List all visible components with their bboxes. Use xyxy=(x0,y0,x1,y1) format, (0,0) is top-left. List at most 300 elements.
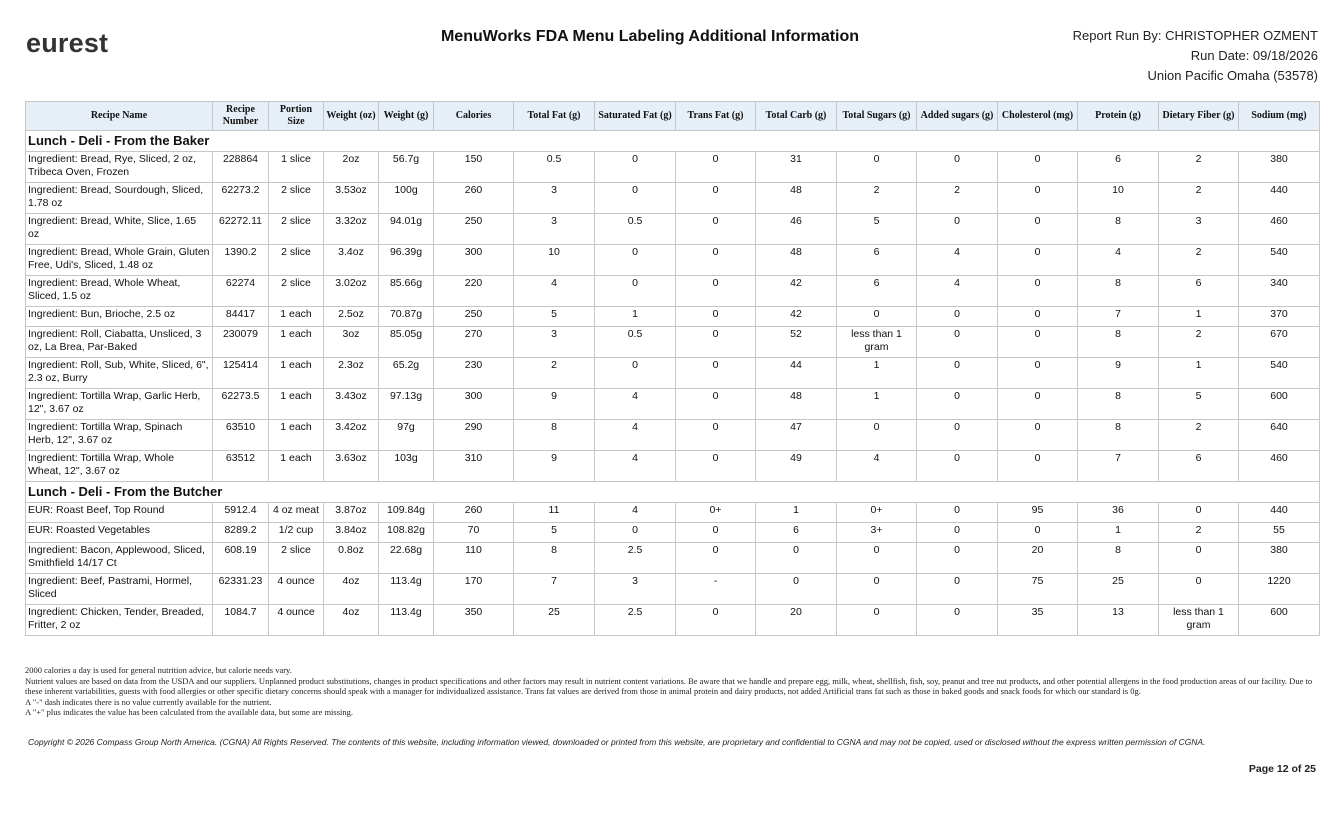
value-cell: 0 xyxy=(917,420,998,451)
value-cell: 0 xyxy=(917,358,998,389)
value-cell: 3 xyxy=(514,327,595,358)
note-nutrient-values: Nutrient values are based on data from the USDA and our suppliers. Unplanned product substitutions, changes in product specifications and other factors may result in nutrient content variations. Be aware that we handle and prepare egg, milk, wheat, shellfish, fish, soy, peanut and tree nut products, and other potential allergens in the food production areas of our facility. Due to these inherent variabilities, guests with food allergies or other specific dietary concerns should speak with a manager for individualized assistance. Trans fat values are derived from those in animal protein and dairy products, not added Artificial trans fat such as those in baked goods and snack foods for which our standard is 0g. xyxy=(25,675,1313,696)
recipe-name-cell: EUR: Roast Beef, Top Round xyxy=(26,503,213,523)
value-cell: 0 xyxy=(676,152,756,183)
value-cell: 10 xyxy=(514,245,595,276)
value-cell: 5 xyxy=(837,214,917,245)
value-cell: 460 xyxy=(1239,451,1320,482)
value-cell: 3 xyxy=(514,183,595,214)
value-cell: 0 xyxy=(998,327,1078,358)
section-title: Lunch - Deli - From the Butcher xyxy=(26,482,1320,503)
value-cell: 0 xyxy=(837,574,917,605)
value-cell: 2 xyxy=(1159,152,1239,183)
value-cell: 0 xyxy=(595,245,676,276)
value-cell: 0 xyxy=(1159,543,1239,574)
value-cell: 300 xyxy=(434,245,514,276)
recipe-name-cell: Ingredient: Beef, Pastrami, Hormel, Sliced xyxy=(26,574,213,605)
column-header: Trans Fat (g) xyxy=(676,102,756,131)
value-cell: 0 xyxy=(756,574,837,605)
table-row xyxy=(26,327,1320,358)
value-cell: - xyxy=(676,574,756,605)
recipe-name-cell: Ingredient: Bread, Rye, Sliced, 2 oz, Tribeca Oven, Frozen xyxy=(26,152,213,183)
value-cell: 35 xyxy=(998,605,1078,636)
value-cell: 4 xyxy=(595,451,676,482)
report-meta xyxy=(1073,26,1318,86)
value-cell: 8 xyxy=(1078,543,1159,574)
value-cell: 4 xyxy=(917,245,998,276)
value-cell: 250 xyxy=(434,307,514,327)
value-cell: 3oz xyxy=(324,327,379,358)
value-cell: 2 xyxy=(837,183,917,214)
value-cell: 0 xyxy=(998,276,1078,307)
value-cell: 640 xyxy=(1239,420,1320,451)
value-cell: 2 xyxy=(1159,523,1239,543)
column-header: Total Fat (g) xyxy=(514,102,595,131)
value-cell: 230 xyxy=(434,358,514,389)
value-cell: 6 xyxy=(837,245,917,276)
value-cell: 0 xyxy=(998,183,1078,214)
value-cell: 62274 xyxy=(213,276,269,307)
value-cell: 3.87oz xyxy=(324,503,379,523)
value-cell: 8 xyxy=(514,543,595,574)
value-cell: 55 xyxy=(1239,523,1320,543)
value-cell: 9 xyxy=(514,451,595,482)
value-cell: 250 xyxy=(434,214,514,245)
recipe-name-cell: Ingredient: Bread, Whole Grain, Gluten Free, Udi's, Sliced, 1.48 oz xyxy=(26,245,213,276)
value-cell: 20 xyxy=(998,543,1078,574)
column-header: Total Sugars (g) xyxy=(837,102,917,131)
value-cell: 440 xyxy=(1239,503,1320,523)
value-cell: 0 xyxy=(676,214,756,245)
value-cell: 0 xyxy=(998,307,1078,327)
value-cell: 0 xyxy=(676,327,756,358)
value-cell: 44 xyxy=(756,358,837,389)
value-cell: 42 xyxy=(756,307,837,327)
value-cell: 48 xyxy=(756,245,837,276)
recipe-name-cell: Ingredient: Tortilla Wrap, Whole Wheat, 12", 3.67 oz xyxy=(26,451,213,482)
value-cell: 600 xyxy=(1239,389,1320,420)
value-cell: 3.4oz xyxy=(324,245,379,276)
table-header-row xyxy=(26,102,1320,131)
value-cell: 540 xyxy=(1239,358,1320,389)
value-cell: 4 xyxy=(917,276,998,307)
value-cell: 0 xyxy=(676,543,756,574)
value-cell: 0 xyxy=(837,420,917,451)
value-cell: 97g xyxy=(379,420,434,451)
value-cell: 96.39g xyxy=(379,245,434,276)
value-cell: 2 slice xyxy=(269,276,324,307)
value-cell: 0 xyxy=(676,276,756,307)
value-cell: 150 xyxy=(434,152,514,183)
value-cell: 25 xyxy=(1078,574,1159,605)
value-cell: 0 xyxy=(998,451,1078,482)
value-cell: 1 each xyxy=(269,327,324,358)
column-header: Calories xyxy=(434,102,514,131)
value-cell: 8 xyxy=(1078,276,1159,307)
table-row xyxy=(26,420,1320,451)
value-cell: 5 xyxy=(514,523,595,543)
value-cell: 0 xyxy=(917,327,998,358)
value-cell: 440 xyxy=(1239,183,1320,214)
value-cell: 1/2 cup xyxy=(269,523,324,543)
value-cell: 6 xyxy=(837,276,917,307)
value-cell: 0 xyxy=(676,358,756,389)
value-cell: 0 xyxy=(1159,574,1239,605)
note-plus: A "+" plus indicates the value has been calculated from the available data, but some are missing. xyxy=(25,707,354,717)
value-cell: 0 xyxy=(998,358,1078,389)
value-cell: 0 xyxy=(595,358,676,389)
column-header: Saturated Fat (g) xyxy=(595,102,676,131)
value-cell: 62273.2 xyxy=(213,183,269,214)
value-cell: 7 xyxy=(1078,451,1159,482)
value-cell: 62331.23 xyxy=(213,574,269,605)
copyright: Copyright © 2026 Compass Group North America. (CGNA) All Rights Reserved. The contents of this website, including information viewed, downloaded or printed from this website, are proprietary and confidential to CGNA and may not be copied, used or disclosed without the express written permission of CGNA. xyxy=(28,737,1206,747)
value-cell: 95 xyxy=(998,503,1078,523)
table-row xyxy=(26,389,1320,420)
value-cell: 8 xyxy=(514,420,595,451)
value-cell: 0 xyxy=(676,420,756,451)
column-header: Weight (g) xyxy=(379,102,434,131)
recipe-name-cell: Ingredient: Roll, Sub, White, Sliced, 6", 2.3 oz, Burry xyxy=(26,358,213,389)
value-cell: 5 xyxy=(1159,389,1239,420)
value-cell: 0 xyxy=(917,543,998,574)
value-cell: 8 xyxy=(1078,327,1159,358)
value-cell: 0 xyxy=(756,543,837,574)
value-cell: 9 xyxy=(514,389,595,420)
table-row xyxy=(26,605,1320,636)
value-cell: 11 xyxy=(514,503,595,523)
value-cell: 0 xyxy=(998,420,1078,451)
value-cell: 108.82g xyxy=(379,523,434,543)
value-cell: 0 xyxy=(917,389,998,420)
recipe-name-cell: Ingredient: Bread, Whole Wheat, Sliced, 1.5 oz xyxy=(26,276,213,307)
recipe-name-cell: Ingredient: Bread, Sourdough, Sliced, 1.78 oz xyxy=(26,183,213,214)
value-cell: 4 xyxy=(837,451,917,482)
table-row xyxy=(26,523,1320,543)
page-number: Page 12 of 25 xyxy=(1248,763,1316,775)
value-cell: 0 xyxy=(1159,503,1239,523)
value-cell: 97.13g xyxy=(379,389,434,420)
value-cell: 8289.2 xyxy=(213,523,269,543)
recipe-name-cell: Ingredient: Bun, Brioche, 2.5 oz xyxy=(26,307,213,327)
value-cell: 9 xyxy=(1078,358,1159,389)
column-header: Cholesterol (mg) xyxy=(998,102,1078,131)
value-cell: 3 xyxy=(1159,214,1239,245)
value-cell: 0 xyxy=(676,605,756,636)
report-run-by: Report Run By: CHRISTOPHER OZMENT xyxy=(1072,28,1318,43)
value-cell: 0 xyxy=(676,245,756,276)
value-cell: 600 xyxy=(1239,605,1320,636)
value-cell: 3.43oz xyxy=(324,389,379,420)
value-cell: 310 xyxy=(434,451,514,482)
value-cell: 540 xyxy=(1239,245,1320,276)
value-cell: 62272.11 xyxy=(213,214,269,245)
value-cell: 113.4g xyxy=(379,574,434,605)
value-cell: 0 xyxy=(998,152,1078,183)
table-row xyxy=(26,214,1320,245)
value-cell: 20 xyxy=(756,605,837,636)
value-cell: 52 xyxy=(756,327,837,358)
value-cell: 2.5oz xyxy=(324,307,379,327)
value-cell: 300 xyxy=(434,389,514,420)
value-cell: 46 xyxy=(756,214,837,245)
value-cell: 1 xyxy=(837,358,917,389)
section-title: Lunch - Deli - From the Baker xyxy=(26,131,1320,152)
value-cell: 2 slice xyxy=(269,214,324,245)
value-cell: 4 ounce xyxy=(269,605,324,636)
value-cell: 113.4g xyxy=(379,605,434,636)
recipe-name-cell: EUR: Roasted Vegetables xyxy=(26,523,213,543)
value-cell: 0 xyxy=(998,389,1078,420)
value-cell: 70 xyxy=(434,523,514,543)
value-cell: 0 xyxy=(917,307,998,327)
value-cell: 290 xyxy=(434,420,514,451)
value-cell: 1084.7 xyxy=(213,605,269,636)
value-cell: 65.2g xyxy=(379,358,434,389)
value-cell: 3.42oz xyxy=(324,420,379,451)
value-cell: 1 xyxy=(1159,358,1239,389)
value-cell: 3 xyxy=(595,574,676,605)
table-row xyxy=(26,307,1320,327)
table-row xyxy=(26,276,1320,307)
value-cell: 0 xyxy=(917,451,998,482)
table-row xyxy=(26,451,1320,482)
section-row xyxy=(26,131,1320,152)
location: Union Pacific Omaha (53578) xyxy=(1147,68,1318,83)
value-cell: 1 each xyxy=(269,451,324,482)
value-cell: 0.5 xyxy=(595,327,676,358)
value-cell: 109.84g xyxy=(379,503,434,523)
value-cell: 0 xyxy=(998,214,1078,245)
value-cell: 1 each xyxy=(269,420,324,451)
value-cell: 125414 xyxy=(213,358,269,389)
value-cell: 4 ounce xyxy=(269,574,324,605)
value-cell: 1 each xyxy=(269,307,324,327)
value-cell: 5 xyxy=(514,307,595,327)
eurest-logo: eurest xyxy=(26,28,109,58)
value-cell: 0.8oz xyxy=(324,543,379,574)
value-cell: 3.02oz xyxy=(324,276,379,307)
value-cell: 4 xyxy=(1078,245,1159,276)
table-row xyxy=(26,245,1320,276)
value-cell: 5912.4 xyxy=(213,503,269,523)
recipe-name-cell: Ingredient: Bacon, Applewood, Sliced, Smithfield 14/17 Ct xyxy=(26,543,213,574)
value-cell: 2 xyxy=(1159,420,1239,451)
value-cell: 0 xyxy=(595,152,676,183)
value-cell: 670 xyxy=(1239,327,1320,358)
value-cell: 0 xyxy=(595,183,676,214)
value-cell: 3.32oz xyxy=(324,214,379,245)
value-cell: 0 xyxy=(595,276,676,307)
value-cell: 4 xyxy=(514,276,595,307)
table-row xyxy=(26,503,1320,523)
value-cell: 3.63oz xyxy=(324,451,379,482)
value-cell: 1 each xyxy=(269,389,324,420)
value-cell: 0 xyxy=(917,574,998,605)
recipe-name-cell: Ingredient: Tortilla Wrap, Spinach Herb, 12", 3.67 oz xyxy=(26,420,213,451)
value-cell: 3+ xyxy=(837,523,917,543)
value-cell: 84417 xyxy=(213,307,269,327)
value-cell: 94.01g xyxy=(379,214,434,245)
footnotes xyxy=(25,665,1315,718)
value-cell: 6 xyxy=(1159,276,1239,307)
value-cell: 1 slice xyxy=(269,152,324,183)
value-cell: 228864 xyxy=(213,152,269,183)
column-header: Added sugars (g) xyxy=(917,102,998,131)
value-cell: 0 xyxy=(837,152,917,183)
value-cell: 0 xyxy=(837,543,917,574)
value-cell: 0 xyxy=(917,152,998,183)
value-cell: 2.5 xyxy=(595,543,676,574)
column-header: Portion Size xyxy=(269,102,324,131)
value-cell: 0 xyxy=(676,183,756,214)
note-calories: 2000 calories a day is used for general nutrition advice, but calorie needs vary. xyxy=(25,665,292,675)
value-cell: 0 xyxy=(837,605,917,636)
value-cell: 63510 xyxy=(213,420,269,451)
report-title: MenuWorks FDA Menu Labeling Additional Information xyxy=(440,28,860,45)
value-cell: less than 1 gram xyxy=(837,327,917,358)
value-cell: 4 oz meat xyxy=(269,503,324,523)
value-cell: 4 xyxy=(595,503,676,523)
value-cell: 0 xyxy=(917,503,998,523)
value-cell: 103g xyxy=(379,451,434,482)
value-cell: 110 xyxy=(434,543,514,574)
value-cell: 460 xyxy=(1239,214,1320,245)
value-cell: 8 xyxy=(1078,389,1159,420)
value-cell: 7 xyxy=(1078,307,1159,327)
value-cell: 0 xyxy=(676,389,756,420)
value-cell: 4 xyxy=(595,420,676,451)
value-cell: 350 xyxy=(434,605,514,636)
value-cell: 75 xyxy=(998,574,1078,605)
value-cell: 0 xyxy=(676,451,756,482)
recipe-name-cell: Ingredient: Roll, Ciabatta, Unsliced, 3 oz, La Brea, Par-Baked xyxy=(26,327,213,358)
value-cell: 2 slice xyxy=(269,245,324,276)
value-cell: 48 xyxy=(756,389,837,420)
value-cell: 70.87g xyxy=(379,307,434,327)
recipe-name-cell: Ingredient: Tortilla Wrap, Garlic Herb, 12", 3.67 oz xyxy=(26,389,213,420)
value-cell: 2.5 xyxy=(595,605,676,636)
column-header: Sodium (mg) xyxy=(1239,102,1320,131)
value-cell: 31 xyxy=(756,152,837,183)
value-cell: 1 xyxy=(595,307,676,327)
column-header: Weight (oz) xyxy=(324,102,379,131)
value-cell: 2 xyxy=(1159,245,1239,276)
value-cell: 0 xyxy=(917,214,998,245)
value-cell: 25 xyxy=(514,605,595,636)
value-cell: 0+ xyxy=(676,503,756,523)
value-cell: 4oz xyxy=(324,574,379,605)
value-cell: 2 xyxy=(1159,327,1239,358)
value-cell: 1390.2 xyxy=(213,245,269,276)
column-header: Dietary Fiber (g) xyxy=(1159,102,1239,131)
value-cell: 10 xyxy=(1078,183,1159,214)
value-cell: 370 xyxy=(1239,307,1320,327)
table-row xyxy=(26,574,1320,605)
value-cell: 8 xyxy=(1078,420,1159,451)
value-cell: 2 xyxy=(917,183,998,214)
value-cell: 1 xyxy=(756,503,837,523)
value-cell: 0+ xyxy=(837,503,917,523)
value-cell: 260 xyxy=(434,503,514,523)
value-cell: 1 xyxy=(1159,307,1239,327)
value-cell: 2 xyxy=(514,358,595,389)
value-cell: 0 xyxy=(837,307,917,327)
value-cell: 3.84oz xyxy=(324,523,379,543)
column-header: Recipe Name xyxy=(26,102,213,131)
column-header: Recipe Number xyxy=(213,102,269,131)
value-cell: 4 xyxy=(595,389,676,420)
section-row xyxy=(26,482,1320,503)
column-header: Total Carb (g) xyxy=(756,102,837,131)
value-cell: 380 xyxy=(1239,152,1320,183)
value-cell: 2 slice xyxy=(269,183,324,214)
recipe-name-cell: Ingredient: Chicken, Tender, Breaded, Fritter, 2 oz xyxy=(26,605,213,636)
value-cell: 36 xyxy=(1078,503,1159,523)
value-cell: 85.66g xyxy=(379,276,434,307)
value-cell: 6 xyxy=(756,523,837,543)
value-cell: 63512 xyxy=(213,451,269,482)
value-cell: 340 xyxy=(1239,276,1320,307)
value-cell: less than 1 gram xyxy=(1159,605,1239,636)
value-cell: 7 xyxy=(514,574,595,605)
value-cell: 42 xyxy=(756,276,837,307)
value-cell: 6 xyxy=(1159,451,1239,482)
column-header: Protein (g) xyxy=(1078,102,1159,131)
table-row xyxy=(26,183,1320,214)
value-cell: 3.53oz xyxy=(324,183,379,214)
value-cell: 0 xyxy=(676,307,756,327)
value-cell: 0 xyxy=(998,523,1078,543)
value-cell: 2.3oz xyxy=(324,358,379,389)
value-cell: 47 xyxy=(756,420,837,451)
value-cell: 380 xyxy=(1239,543,1320,574)
value-cell: 270 xyxy=(434,327,514,358)
value-cell: 170 xyxy=(434,574,514,605)
value-cell: 6 xyxy=(1078,152,1159,183)
nutrition-table xyxy=(25,101,1320,636)
run-date: Run Date: 09/18/2026 xyxy=(1190,48,1318,63)
value-cell: 3 xyxy=(514,214,595,245)
value-cell: 230079 xyxy=(213,327,269,358)
value-cell: 100g xyxy=(379,183,434,214)
value-cell: 85.05g xyxy=(379,327,434,358)
value-cell: 0 xyxy=(676,523,756,543)
value-cell: 8 xyxy=(1078,214,1159,245)
value-cell: 56.7g xyxy=(379,152,434,183)
value-cell: 2 slice xyxy=(269,543,324,574)
value-cell: 220 xyxy=(434,276,514,307)
value-cell: 1220 xyxy=(1239,574,1320,605)
value-cell: 608.19 xyxy=(213,543,269,574)
value-cell: 0.5 xyxy=(514,152,595,183)
table-row xyxy=(26,152,1320,183)
value-cell: 22.68g xyxy=(379,543,434,574)
value-cell: 260 xyxy=(434,183,514,214)
value-cell: 1 each xyxy=(269,358,324,389)
value-cell: 49 xyxy=(756,451,837,482)
note-dash: A "-" dash indicates there is no value currently available for the nutrient. xyxy=(25,696,272,707)
table-row xyxy=(26,358,1320,389)
value-cell: 2 xyxy=(1159,183,1239,214)
value-cell: 13 xyxy=(1078,605,1159,636)
value-cell: 0 xyxy=(917,605,998,636)
value-cell: 0 xyxy=(998,245,1078,276)
value-cell: 0 xyxy=(917,523,998,543)
table-row xyxy=(26,543,1320,574)
recipe-name-cell: Ingredient: Bread, White, Slice, 1.65 oz xyxy=(26,214,213,245)
value-cell: 62273.5 xyxy=(213,389,269,420)
